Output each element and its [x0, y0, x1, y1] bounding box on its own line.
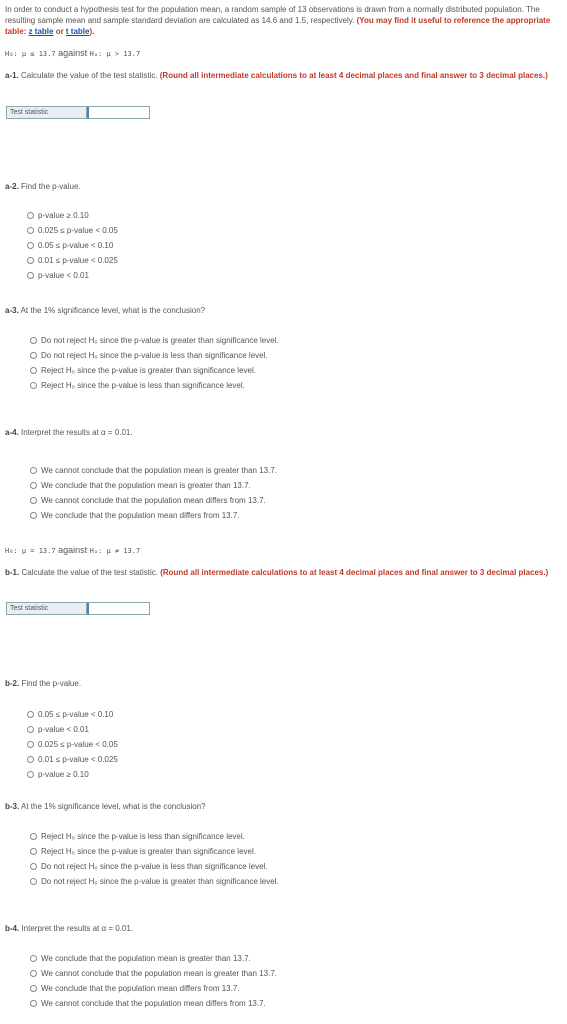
hypothesis-b: [5, 545, 140, 555]
radio-button-icon[interactable]: [27, 227, 34, 234]
option-radio[interactable]: [30, 463, 277, 478]
null-hypothesis: H₀: μ = 13.7: [5, 547, 56, 555]
alt-hypothesis: Hₐ: μ ≠ 13.7: [89, 547, 141, 555]
option-radio[interactable]: [27, 722, 118, 737]
radio-button-icon[interactable]: [27, 212, 34, 219]
hint-prefix: (You may find it useful to reference the appropriate table:: [5, 16, 551, 36]
option-label: 0.01 ≤ p-value < 0.025: [38, 256, 118, 265]
option-label: We cannot conclude that the population mean differs from 13.7.: [41, 496, 266, 505]
radio-button-icon[interactable]: [30, 955, 37, 962]
radio-button-icon[interactable]: [30, 482, 37, 489]
hint-or: or: [53, 27, 66, 36]
radio-button-icon[interactable]: [30, 497, 37, 504]
radio-button-icon[interactable]: [27, 771, 34, 778]
radio-button-icon[interactable]: [30, 512, 37, 519]
rounding-instruction: (Round all intermediate calculations to at least 4 decimal places and final answer to 3 decimal places.): [159, 71, 548, 80]
options-b3: [30, 829, 279, 889]
hypothesis-a: [5, 48, 140, 58]
question-a2: [5, 181, 560, 192]
option-radio[interactable]: [30, 966, 277, 981]
radio-button-icon[interactable]: [30, 970, 37, 977]
test-statistic-input[interactable]: [87, 107, 149, 118]
question-text: At the 1% significance level, what is the conclusion?: [18, 306, 206, 315]
question-text: Interpret the results at α = 0.01.: [18, 428, 133, 437]
radio-button-icon[interactable]: [30, 337, 37, 344]
option-label: We conclude that the population mean differs from 13.7.: [41, 984, 240, 993]
option-label: Reject H₀ since the p-value is less than significance level.: [41, 381, 245, 390]
option-radio[interactable]: [30, 874, 279, 889]
option-radio[interactable]: [30, 996, 277, 1011]
radio-button-icon[interactable]: [27, 741, 34, 748]
option-radio[interactable]: [30, 981, 277, 996]
question-b2: [5, 678, 560, 689]
option-label: 0.025 ≤ p-value < 0.05: [38, 226, 118, 235]
radio-button-icon[interactable]: [30, 985, 37, 992]
question-number: b-3.: [5, 802, 20, 811]
option-radio[interactable]: [30, 829, 279, 844]
question-number: b-2.: [5, 679, 20, 688]
option-radio[interactable]: [30, 508, 277, 523]
radio-button-icon[interactable]: [30, 833, 37, 840]
against-word: against: [55, 48, 90, 58]
option-radio[interactable]: [30, 378, 279, 393]
option-label: Do not reject H₀ since the p-value is greater than significance level.: [41, 336, 279, 345]
option-label: We cannot conclude that the population mean is greater than 13.7.: [41, 466, 278, 475]
radio-button-icon[interactable]: [30, 352, 37, 359]
radio-button-icon[interactable]: [30, 878, 37, 885]
option-label: We conclude that the population mean is greater than 13.7.: [41, 954, 251, 963]
option-label: Reject H₀ since the p-value is greater than significance level.: [41, 366, 256, 375]
question-b4: [5, 923, 560, 934]
option-radio[interactable]: [27, 707, 118, 722]
option-label: 0.05 ≤ p-value < 0.10: [38, 710, 114, 719]
option-radio[interactable]: [27, 253, 118, 268]
answer-label: Test statistic: [7, 603, 87, 614]
rounding-instruction: (Round all intermediate calculations to at least 4 decimal places and final answer to 3 decimal places.): [160, 568, 549, 577]
option-label: p-value ≥ 0.10: [38, 211, 89, 220]
option-radio[interactable]: [27, 223, 118, 238]
option-radio[interactable]: [27, 208, 118, 223]
test-statistic-input[interactable]: [87, 603, 149, 614]
option-radio[interactable]: [27, 268, 118, 283]
radio-button-icon[interactable]: [27, 257, 34, 264]
option-label: p-value ≥ 0.10: [38, 770, 89, 779]
question-text: At the 1% significance level, what is the conclusion?: [19, 802, 206, 811]
question-text: Find the p-value.: [19, 679, 82, 688]
option-radio[interactable]: [27, 752, 118, 767]
answer-box-b1: [6, 602, 150, 615]
option-label: Do not reject H₀ since the p-value is less than significance level.: [41, 862, 268, 871]
options-b2: [27, 707, 118, 782]
answer-box-a1: [6, 106, 150, 119]
options-a4: [30, 463, 277, 523]
option-radio[interactable]: [30, 951, 277, 966]
alt-hypothesis: Hₐ: μ > 13.7: [89, 50, 141, 58]
question-b1: [5, 567, 560, 578]
radio-button-icon[interactable]: [30, 367, 37, 374]
hint-suffix: ).: [89, 27, 95, 36]
option-label: We cannot conclude that the population mean is greater than 13.7.: [41, 969, 278, 978]
question-a4: [5, 427, 560, 438]
question-number: b-4.: [5, 924, 20, 933]
option-label: Do not reject H₀ since the p-value is greater than significance level.: [41, 877, 279, 886]
question-number: a-3.: [5, 306, 19, 315]
radio-button-icon[interactable]: [27, 242, 34, 249]
option-label: We conclude that the population mean differs from 13.7.: [41, 511, 240, 520]
option-radio[interactable]: [27, 767, 118, 782]
question-b3: [5, 801, 560, 812]
option-radio[interactable]: [27, 737, 118, 752]
answer-label: Test statistic: [7, 107, 87, 118]
option-radio[interactable]: [30, 844, 279, 859]
question-text: Interpret the results at α = 0.01.: [19, 924, 134, 933]
options-a3: [30, 333, 279, 393]
question-a1: [5, 70, 560, 81]
question-number: b-1.: [5, 568, 20, 577]
option-label: p-value < 0.01: [38, 725, 89, 734]
radio-button-icon[interactable]: [27, 726, 34, 733]
question-number: a-1.: [5, 71, 19, 80]
option-radio[interactable]: [30, 859, 279, 874]
option-radio[interactable]: [30, 348, 279, 363]
t-table-link[interactable]: t table: [65, 27, 90, 36]
option-label: 0.01 ≤ p-value < 0.025: [38, 755, 118, 764]
option-label: We cannot conclude that the population mean differs from 13.7.: [41, 999, 266, 1008]
question-a3: [5, 305, 560, 316]
against-word: against: [55, 545, 90, 555]
radio-button-icon[interactable]: [30, 848, 37, 855]
radio-button-icon[interactable]: [30, 863, 37, 870]
radio-button-icon[interactable]: [30, 467, 37, 474]
options-b4: [30, 951, 277, 1011]
option-label: 0.05 ≤ p-value < 0.10: [38, 241, 114, 250]
option-radio[interactable]: [30, 478, 277, 493]
problem-intro: [5, 4, 557, 37]
question-text: Find the p-value.: [18, 182, 81, 191]
option-label: 0.025 ≤ p-value < 0.05: [38, 740, 118, 749]
radio-button-icon[interactable]: [27, 756, 34, 763]
question-number: a-4.: [5, 428, 19, 437]
question-text: Calculate the value of the test statistic.: [18, 71, 160, 80]
option-radio[interactable]: [30, 333, 279, 348]
option-radio[interactable]: [30, 363, 279, 378]
option-label: We conclude that the population mean is greater than 13.7.: [41, 481, 251, 490]
radio-button-icon[interactable]: [30, 382, 37, 389]
option-radio[interactable]: [27, 238, 118, 253]
options-a2: [27, 208, 118, 283]
option-label: Reject H₀ since the p-value is less than significance level.: [41, 832, 245, 841]
option-label: Do not reject H₀ since the p-value is less than significance level.: [41, 351, 268, 360]
option-radio[interactable]: [30, 493, 277, 508]
question-text: Calculate the value of the test statistic.: [19, 568, 161, 577]
option-label: p-value < 0.01: [38, 271, 89, 280]
radio-button-icon[interactable]: [27, 711, 34, 718]
question-number: a-2.: [5, 182, 19, 191]
null-hypothesis: H₀: μ ≤ 13.7: [5, 50, 56, 58]
intro-text: In order to conduct a hypothesis test for the population mean, a random sample of 13 observations is drawn from a normally distributed population. The resulting sample mean and sample standard deviation are calculated as 14.6 and 1.5, respectively.: [5, 5, 540, 25]
option-label: Reject H₀ since the p-value is greater than significance level.: [41, 847, 256, 856]
z-table-link[interactable]: z table: [28, 27, 54, 36]
radio-button-icon[interactable]: [27, 272, 34, 279]
radio-button-icon[interactable]: [30, 1000, 37, 1007]
